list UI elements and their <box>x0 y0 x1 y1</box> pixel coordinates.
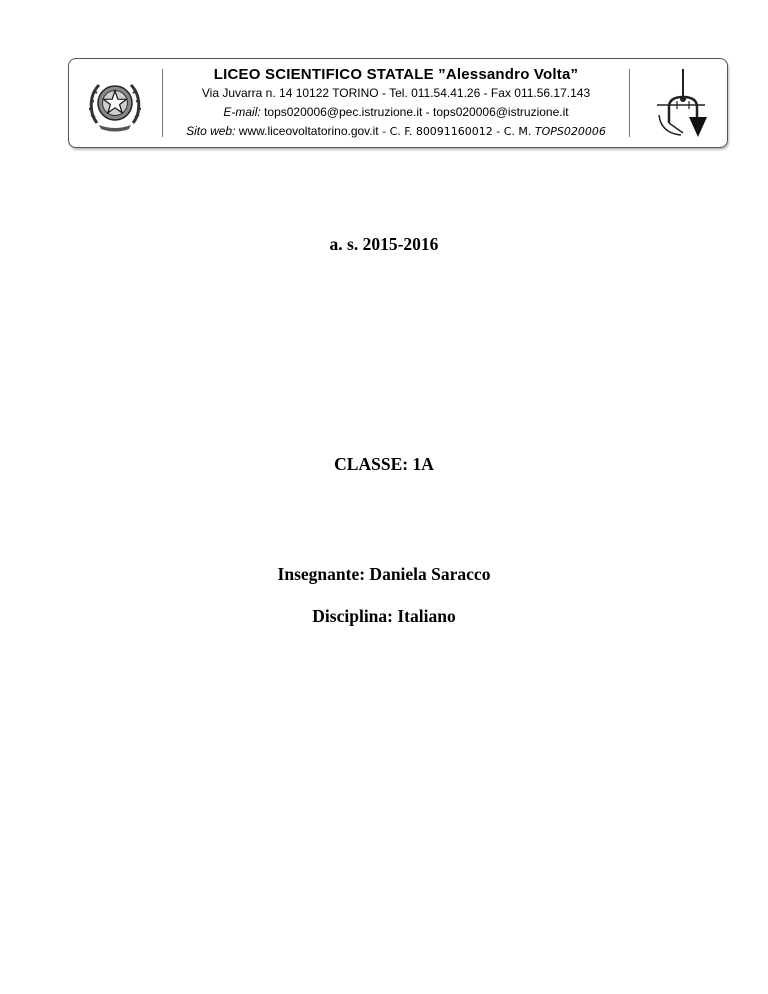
school-header-text <box>163 65 629 141</box>
class-label: CLASSE: 1A <box>334 454 434 474</box>
website-link[interactable]: www.liceovoltatorino.gov.it <box>238 124 379 138</box>
web-line <box>163 122 629 141</box>
email-label: E-mail: <box>223 105 261 119</box>
letterhead <box>68 58 728 148</box>
teacher-label: Insegnante: Daniela Saracco <box>277 564 491 584</box>
mechanographic-code: TOPS020006 <box>534 125 606 138</box>
compass-logo-icon <box>649 67 711 139</box>
email-standard-link[interactable]: tops020006@istruzione.it <box>433 105 569 119</box>
fiscal-code-text: - C. F. 80091160012 - C. M. <box>378 125 535 138</box>
email-line <box>163 103 629 122</box>
subject-label: Disciplina: Italiano <box>312 606 456 626</box>
right-divider <box>629 69 630 137</box>
italian-republic-emblem-icon <box>87 73 143 133</box>
address-line: Via Juvarra n. 14 10122 TORINO - Tel. 011.54.41.26 - Fax 011.56.17.143 <box>201 86 591 100</box>
school-year: a. s. 2015-2016 <box>329 234 439 254</box>
email-pec-link[interactable]: tops020006@pec.istruzione.it <box>264 105 423 119</box>
web-label: Sito web: <box>186 124 236 138</box>
email-separator: - <box>422 105 434 119</box>
school-name: LICEO SCIENTIFICO STATALE ”Alessandro Volta” <box>213 66 579 83</box>
